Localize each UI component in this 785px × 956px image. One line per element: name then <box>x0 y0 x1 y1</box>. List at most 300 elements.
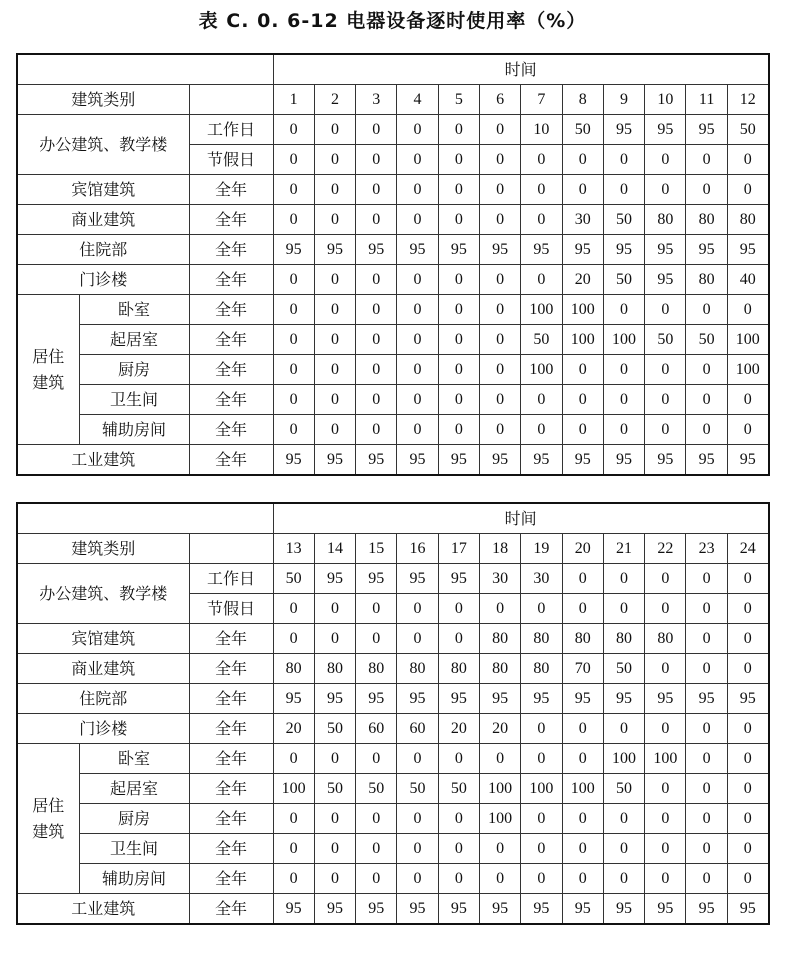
corner-cell <box>17 503 273 534</box>
hotel-value: 80 <box>479 624 520 654</box>
office-workday-value: 95 <box>397 564 438 594</box>
commercial-value: 80 <box>727 205 768 235</box>
table-row-hotel <box>17 175 769 205</box>
outpatient-value: 0 <box>521 714 562 744</box>
office-workday-value: 0 <box>273 115 314 145</box>
table-row-outpatient <box>17 714 769 744</box>
kitchen-value: 0 <box>521 804 562 834</box>
outpatient-value: 60 <box>356 714 397 744</box>
living-room-value: 0 <box>397 325 438 355</box>
outpatient-value: 20 <box>562 265 603 295</box>
industrial-value: 95 <box>645 445 686 476</box>
residential-label-line2: 建筑 <box>32 372 65 392</box>
industrial-value: 95 <box>603 445 644 476</box>
inpatient-value: 95 <box>603 235 644 265</box>
office-holiday-value: 0 <box>479 594 520 624</box>
kitchen-value: 0 <box>645 355 686 385</box>
commercial-label: 商业建筑 <box>17 205 189 235</box>
kitchen-value: 0 <box>686 355 727 385</box>
outpatient-value: 0 <box>686 714 727 744</box>
bedroom-value: 0 <box>645 295 686 325</box>
kitchen-value: 0 <box>562 355 603 385</box>
auxiliary-room-period: 全年 <box>189 864 273 894</box>
outpatient-label: 门诊楼 <box>17 265 189 295</box>
living-room-period: 全年 <box>189 774 273 804</box>
bedroom-period: 全年 <box>189 744 273 774</box>
commercial-value: 50 <box>603 205 644 235</box>
living-room-value: 0 <box>479 325 520 355</box>
office-workday-value: 0 <box>686 564 727 594</box>
holiday-label: 节假日 <box>189 594 273 624</box>
hotel-value: 0 <box>438 175 479 205</box>
outpatient-value: 20 <box>273 714 314 744</box>
commercial-label: 商业建筑 <box>17 654 189 684</box>
kitchen-value: 0 <box>645 804 686 834</box>
living-room-label: 起居室 <box>79 774 189 804</box>
inpatient-value: 95 <box>314 235 355 265</box>
industrial-label: 工业建筑 <box>17 894 189 925</box>
bedroom-value: 0 <box>438 744 479 774</box>
auxiliary-room-value: 0 <box>603 864 644 894</box>
table-row-bathroom <box>17 385 769 415</box>
bedroom-value: 0 <box>727 295 768 325</box>
commercial-value: 0 <box>521 205 562 235</box>
outpatient-value: 20 <box>479 714 520 744</box>
bathroom-value: 0 <box>686 385 727 415</box>
hotel-value: 0 <box>562 175 603 205</box>
industrial-label: 工业建筑 <box>17 445 189 476</box>
inpatient-value: 95 <box>438 684 479 714</box>
inpatient-label: 住院部 <box>17 235 189 265</box>
usage-table-part-1 <box>16 53 770 476</box>
outpatient-label: 门诊楼 <box>17 714 189 744</box>
office-holiday-value: 0 <box>397 145 438 175</box>
industrial-period: 全年 <box>189 445 273 476</box>
office-workday-value: 50 <box>562 115 603 145</box>
bedroom-value: 0 <box>314 295 355 325</box>
office-holiday-value: 0 <box>603 594 644 624</box>
bedroom-value: 0 <box>479 295 520 325</box>
office-holiday-value: 0 <box>314 145 355 175</box>
bathroom-value: 0 <box>562 834 603 864</box>
inpatient-label: 住院部 <box>17 684 189 714</box>
industrial-value: 95 <box>314 894 355 925</box>
bedroom-value: 0 <box>273 295 314 325</box>
auxiliary-room-value: 0 <box>645 415 686 445</box>
residential-label-line2: 建筑 <box>32 821 65 841</box>
office-workday-value: 50 <box>727 115 768 145</box>
auxiliary-room-value: 0 <box>603 415 644 445</box>
hour-header: 1 <box>273 85 314 115</box>
inpatient-value: 95 <box>273 235 314 265</box>
bedroom-period: 全年 <box>189 295 273 325</box>
office-workday-value: 95 <box>603 115 644 145</box>
office-holiday-value: 0 <box>562 594 603 624</box>
industrial-value: 95 <box>356 445 397 476</box>
commercial-value: 0 <box>356 205 397 235</box>
office-workday-value: 95 <box>356 564 397 594</box>
living-room-value: 100 <box>521 774 562 804</box>
office-workday-value: 95 <box>686 115 727 145</box>
industrial-value: 95 <box>397 445 438 476</box>
hotel-label: 宾馆建筑 <box>17 624 189 654</box>
bathroom-value: 0 <box>686 834 727 864</box>
kitchen-period: 全年 <box>189 355 273 385</box>
outpatient-value: 0 <box>438 265 479 295</box>
inpatient-value: 95 <box>356 235 397 265</box>
inpatient-value: 95 <box>603 684 644 714</box>
hour-header: 6 <box>479 85 520 115</box>
office-holiday-value: 0 <box>356 594 397 624</box>
kitchen-value: 0 <box>273 804 314 834</box>
kitchen-value: 0 <box>273 355 314 385</box>
hour-header: 15 <box>356 534 397 564</box>
hotel-value: 80 <box>521 624 562 654</box>
office-holiday-value: 0 <box>479 145 520 175</box>
inpatient-value: 95 <box>356 684 397 714</box>
outpatient-period: 全年 <box>189 265 273 295</box>
living-room-label: 起居室 <box>79 325 189 355</box>
auxiliary-room-value: 0 <box>397 864 438 894</box>
living-room-value: 0 <box>356 325 397 355</box>
outpatient-value: 0 <box>356 265 397 295</box>
kitchen-period: 全年 <box>189 804 273 834</box>
office-building-label: 办公建筑、教学楼 <box>17 115 189 175</box>
industrial-value: 95 <box>645 894 686 925</box>
auxiliary-room-value: 0 <box>397 415 438 445</box>
office-workday-value: 95 <box>314 564 355 594</box>
auxiliary-room-value: 0 <box>521 415 562 445</box>
table-row-industrial <box>17 894 769 925</box>
living-room-value: 50 <box>314 774 355 804</box>
inpatient-value: 95 <box>727 684 768 714</box>
bathroom-value: 0 <box>521 385 562 415</box>
bedroom-value: 0 <box>727 744 768 774</box>
kitchen-value: 0 <box>397 355 438 385</box>
time-header-row <box>17 54 769 85</box>
hotel-value: 0 <box>727 175 768 205</box>
office-workday-value: 0 <box>356 115 397 145</box>
corner-cell <box>17 54 273 85</box>
hour-header: 13 <box>273 534 314 564</box>
hotel-value: 0 <box>397 175 438 205</box>
industrial-value: 95 <box>521 445 562 476</box>
office-holiday-value: 0 <box>438 594 479 624</box>
table-row-bedroom <box>17 295 769 325</box>
commercial-value: 80 <box>479 654 520 684</box>
outpatient-value: 0 <box>273 265 314 295</box>
auxiliary-room-label: 辅助房间 <box>79 864 189 894</box>
table-row-living-room <box>17 325 769 355</box>
commercial-period: 全年 <box>189 654 273 684</box>
inpatient-value: 95 <box>314 684 355 714</box>
kitchen-value: 0 <box>356 355 397 385</box>
bathroom-label: 卫生间 <box>79 834 189 864</box>
hour-header: 7 <box>521 85 562 115</box>
bathroom-value: 0 <box>273 385 314 415</box>
bathroom-value: 0 <box>356 834 397 864</box>
kitchen-value: 0 <box>686 804 727 834</box>
time-header: 时间 <box>273 503 769 534</box>
hour-header: 20 <box>562 534 603 564</box>
kitchen-value: 0 <box>438 355 479 385</box>
commercial-value: 0 <box>314 205 355 235</box>
hour-header: 8 <box>562 85 603 115</box>
hour-header: 4 <box>397 85 438 115</box>
office-workday-value: 0 <box>438 115 479 145</box>
office-holiday-value: 0 <box>645 594 686 624</box>
table-row-auxiliary-room <box>17 864 769 894</box>
kitchen-value: 0 <box>397 804 438 834</box>
hotel-value: 0 <box>314 624 355 654</box>
table-row-auxiliary-room <box>17 415 769 445</box>
bathroom-value: 0 <box>397 834 438 864</box>
industrial-value: 95 <box>521 894 562 925</box>
office-holiday-value: 0 <box>397 594 438 624</box>
inpatient-value: 95 <box>521 684 562 714</box>
industrial-value: 95 <box>686 445 727 476</box>
bedroom-label: 卧室 <box>79 744 189 774</box>
commercial-period: 全年 <box>189 205 273 235</box>
auxiliary-room-value: 0 <box>521 864 562 894</box>
industrial-period: 全年 <box>189 894 273 925</box>
hour-header: 16 <box>397 534 438 564</box>
auxiliary-room-value: 0 <box>727 864 768 894</box>
residential-building-label <box>17 295 79 445</box>
table-title: 表 C. 0. 6-12 电器设备逐时使用率（%） <box>198 10 587 32</box>
residential-label-line1: 居住 <box>32 795 65 815</box>
office-workday-value: 0 <box>397 115 438 145</box>
kitchen-label: 厨房 <box>79 804 189 834</box>
commercial-value: 70 <box>562 654 603 684</box>
bedroom-value: 0 <box>356 295 397 325</box>
inpatient-value: 95 <box>645 235 686 265</box>
bedroom-value: 0 <box>686 295 727 325</box>
office-workday-value: 0 <box>645 564 686 594</box>
table-row-bedroom <box>17 744 769 774</box>
hours-row <box>17 85 769 115</box>
kitchen-label: 厨房 <box>79 355 189 385</box>
inpatient-value: 95 <box>479 684 520 714</box>
auxiliary-room-value: 0 <box>686 415 727 445</box>
bathroom-value: 0 <box>603 834 644 864</box>
auxiliary-room-value: 0 <box>438 864 479 894</box>
hotel-value: 0 <box>356 624 397 654</box>
bathroom-value: 0 <box>438 385 479 415</box>
hour-header: 2 <box>314 85 355 115</box>
office-holiday-value: 0 <box>314 594 355 624</box>
kitchen-value: 0 <box>314 355 355 385</box>
kitchen-value: 100 <box>727 355 768 385</box>
inpatient-value: 95 <box>645 684 686 714</box>
hotel-value: 0 <box>686 175 727 205</box>
bedroom-value: 0 <box>273 744 314 774</box>
time-header: 时间 <box>273 54 769 85</box>
bathroom-value: 0 <box>562 385 603 415</box>
office-workday-value: 95 <box>645 115 686 145</box>
hotel-value: 0 <box>479 175 520 205</box>
usage-table-part-2 <box>16 502 770 925</box>
commercial-value: 80 <box>397 654 438 684</box>
hotel-value: 0 <box>397 624 438 654</box>
kitchen-value: 0 <box>356 804 397 834</box>
bathroom-period: 全年 <box>189 385 273 415</box>
table-row-office-workday <box>17 115 769 145</box>
office-workday-value: 0 <box>562 564 603 594</box>
hotel-value: 0 <box>314 175 355 205</box>
living-room-value: 100 <box>603 325 644 355</box>
hour-header: 19 <box>521 534 562 564</box>
bedroom-label: 卧室 <box>79 295 189 325</box>
industrial-value: 95 <box>273 445 314 476</box>
bedroom-value: 100 <box>562 295 603 325</box>
category-header-blank <box>189 534 273 564</box>
inpatient-value: 95 <box>273 684 314 714</box>
auxiliary-room-value: 0 <box>314 415 355 445</box>
outpatient-value: 95 <box>645 265 686 295</box>
bathroom-label: 卫生间 <box>79 385 189 415</box>
inpatient-value: 95 <box>521 235 562 265</box>
outpatient-value: 0 <box>603 714 644 744</box>
outpatient-value: 0 <box>314 265 355 295</box>
bedroom-value: 100 <box>603 744 644 774</box>
table-row-hotel <box>17 624 769 654</box>
bedroom-value: 0 <box>603 295 644 325</box>
hotel-value: 80 <box>645 624 686 654</box>
hotel-value: 0 <box>521 175 562 205</box>
auxiliary-room-value: 0 <box>645 864 686 894</box>
living-room-value: 0 <box>314 325 355 355</box>
hour-header: 3 <box>356 85 397 115</box>
office-holiday-value: 0 <box>521 594 562 624</box>
hour-header: 23 <box>686 534 727 564</box>
inpatient-value: 95 <box>562 235 603 265</box>
bathroom-value: 0 <box>521 834 562 864</box>
auxiliary-room-value: 0 <box>356 415 397 445</box>
hotel-value: 0 <box>645 175 686 205</box>
bathroom-value: 0 <box>314 834 355 864</box>
industrial-value: 95 <box>727 445 768 476</box>
bedroom-value: 0 <box>356 744 397 774</box>
living-room-value: 0 <box>438 325 479 355</box>
auxiliary-room-value: 0 <box>314 864 355 894</box>
commercial-value: 50 <box>603 654 644 684</box>
living-room-value: 50 <box>645 325 686 355</box>
office-holiday-value: 0 <box>727 594 768 624</box>
commercial-value: 0 <box>397 205 438 235</box>
bathroom-value: 0 <box>273 834 314 864</box>
industrial-value: 95 <box>273 894 314 925</box>
industrial-value: 95 <box>562 445 603 476</box>
inpatient-value: 95 <box>686 684 727 714</box>
hour-header: 11 <box>686 85 727 115</box>
living-room-value: 100 <box>727 325 768 355</box>
holiday-label: 节假日 <box>189 145 273 175</box>
table-row-outpatient <box>17 265 769 295</box>
hour-header: 18 <box>479 534 520 564</box>
inpatient-period: 全年 <box>189 235 273 265</box>
commercial-value: 80 <box>645 205 686 235</box>
hotel-value: 0 <box>603 175 644 205</box>
bathroom-value: 0 <box>397 385 438 415</box>
auxiliary-room-value: 0 <box>727 415 768 445</box>
office-holiday-value: 0 <box>686 145 727 175</box>
outpatient-period: 全年 <box>189 714 273 744</box>
office-workday-value: 50 <box>273 564 314 594</box>
commercial-value: 0 <box>727 654 768 684</box>
hotel-label: 宾馆建筑 <box>17 175 189 205</box>
outpatient-value: 0 <box>479 265 520 295</box>
outpatient-value: 40 <box>727 265 768 295</box>
hour-header: 21 <box>603 534 644 564</box>
bedroom-value: 0 <box>397 295 438 325</box>
industrial-value: 95 <box>686 894 727 925</box>
bathroom-value: 0 <box>314 385 355 415</box>
office-holiday-value: 0 <box>438 145 479 175</box>
hour-header: 24 <box>727 534 768 564</box>
office-workday-value: 0 <box>479 115 520 145</box>
industrial-value: 95 <box>562 894 603 925</box>
bathroom-value: 0 <box>438 834 479 864</box>
inpatient-value: 95 <box>397 235 438 265</box>
workday-label: 工作日 <box>189 115 273 145</box>
auxiliary-room-period: 全年 <box>189 415 273 445</box>
bathroom-value: 0 <box>479 834 520 864</box>
inpatient-value: 95 <box>727 235 768 265</box>
living-room-value: 50 <box>521 325 562 355</box>
industrial-value: 95 <box>479 894 520 925</box>
kitchen-value: 100 <box>521 355 562 385</box>
kitchen-value: 0 <box>603 804 644 834</box>
living-room-period: 全年 <box>189 325 273 355</box>
commercial-value: 80 <box>438 654 479 684</box>
category-header: 建筑类别 <box>17 85 189 115</box>
bedroom-value: 0 <box>438 295 479 325</box>
outpatient-value: 80 <box>686 265 727 295</box>
auxiliary-room-label: 辅助房间 <box>79 415 189 445</box>
table-row-kitchen <box>17 804 769 834</box>
table-row-kitchen <box>17 355 769 385</box>
bathroom-value: 0 <box>603 385 644 415</box>
industrial-value: 95 <box>314 445 355 476</box>
hotel-value: 80 <box>562 624 603 654</box>
office-holiday-value: 0 <box>273 145 314 175</box>
office-workday-value: 95 <box>438 564 479 594</box>
auxiliary-room-value: 0 <box>686 864 727 894</box>
outpatient-value: 50 <box>603 265 644 295</box>
living-room-value: 0 <box>273 325 314 355</box>
inpatient-value: 95 <box>479 235 520 265</box>
bedroom-value: 100 <box>521 295 562 325</box>
bedroom-value: 0 <box>314 744 355 774</box>
kitchen-value: 0 <box>603 355 644 385</box>
office-holiday-value: 0 <box>727 145 768 175</box>
bathroom-value: 0 <box>727 834 768 864</box>
bedroom-value: 0 <box>562 744 603 774</box>
living-room-value: 50 <box>397 774 438 804</box>
auxiliary-room-value: 0 <box>479 864 520 894</box>
bedroom-value: 0 <box>521 744 562 774</box>
workday-label: 工作日 <box>189 564 273 594</box>
commercial-value: 0 <box>273 205 314 235</box>
auxiliary-room-value: 0 <box>273 415 314 445</box>
bedroom-value: 0 <box>479 744 520 774</box>
table-row-commercial <box>17 205 769 235</box>
kitchen-value: 0 <box>727 804 768 834</box>
hotel-value: 0 <box>356 175 397 205</box>
bedroom-value: 100 <box>645 744 686 774</box>
outpatient-value: 60 <box>397 714 438 744</box>
